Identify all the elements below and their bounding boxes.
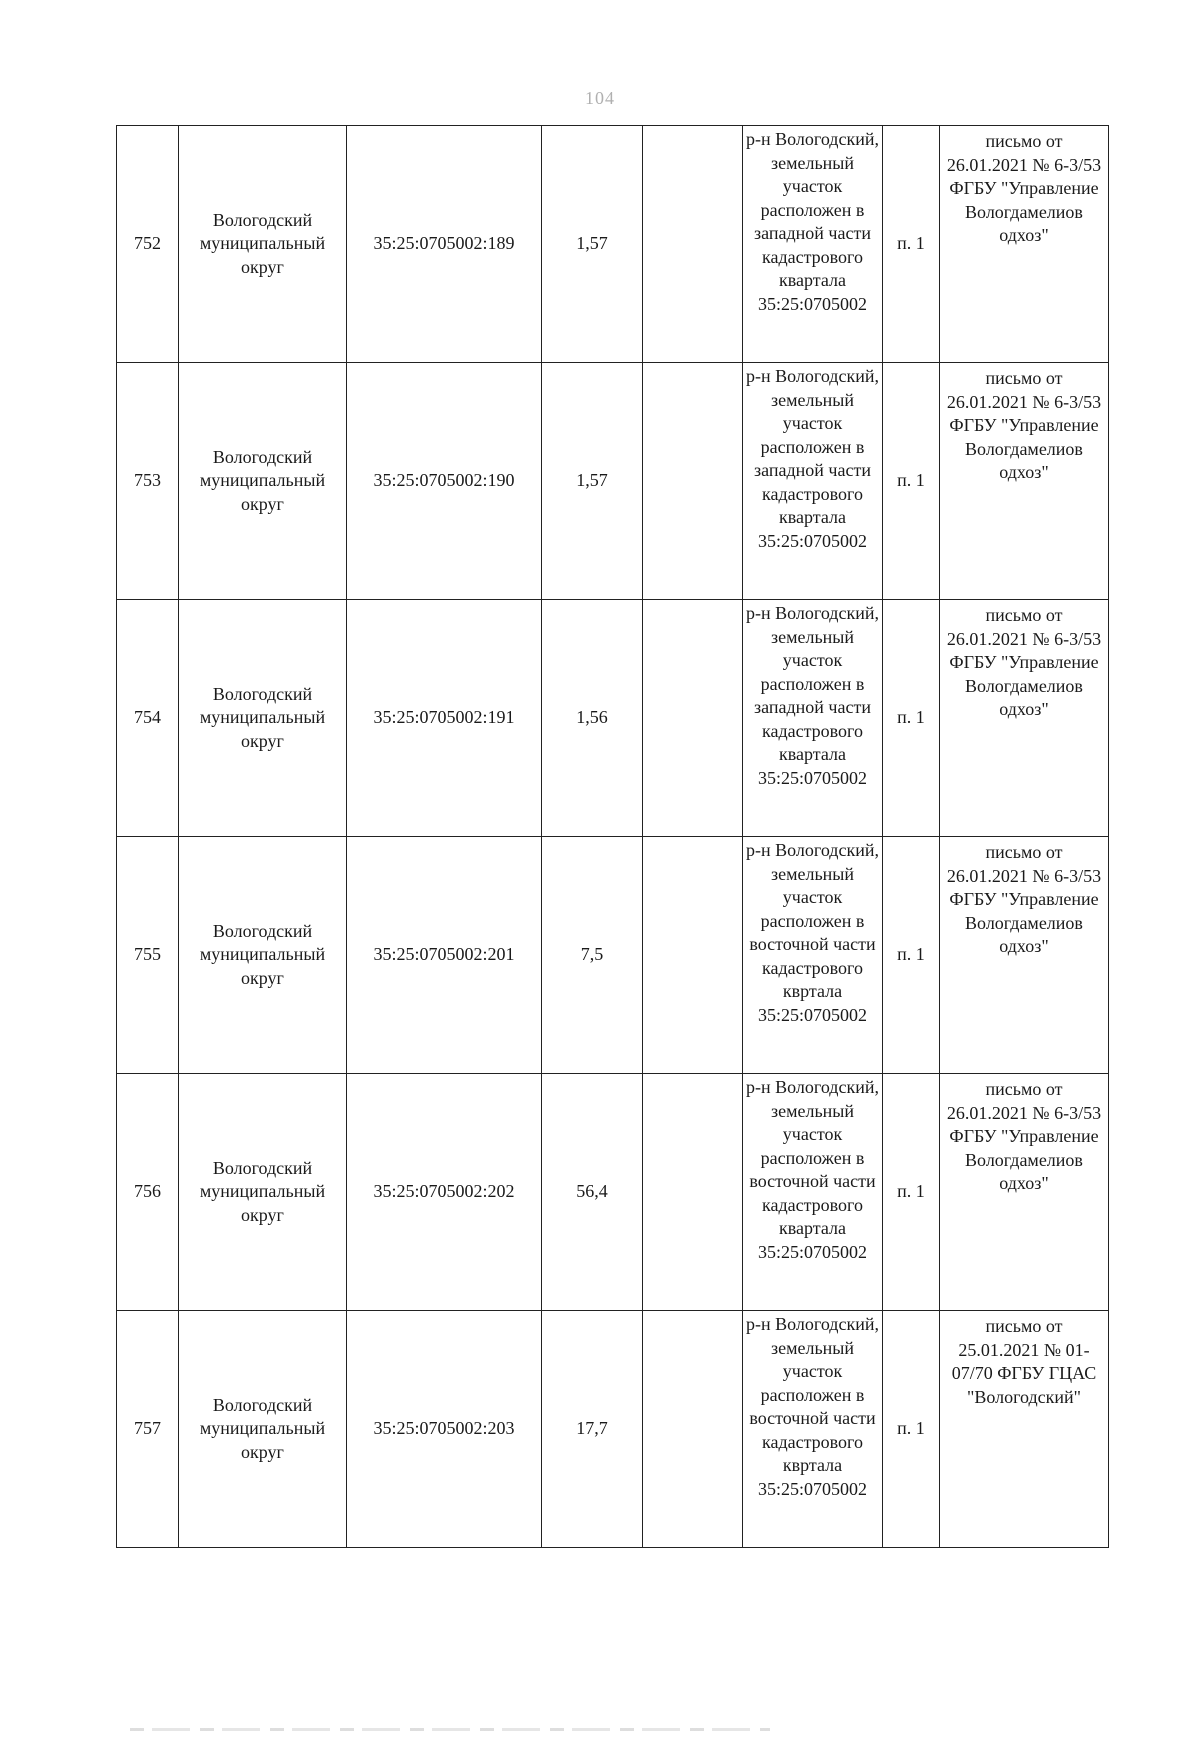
table-row [117,600,1109,837]
cadastral-number-cell: 35:25:0705002:189 [347,126,542,363]
area-cell: 7,5 [542,837,643,1074]
empty-cell [643,1311,743,1548]
table-row [117,1311,1109,1548]
cadastral-number-cell: 35:25:0705002:190 [347,363,542,600]
clause-cell: п. 1 [883,600,940,837]
table-row [117,126,1109,363]
cadastral-number-cell: 35:25:0705002:203 [347,1311,542,1548]
row-number: 754 [117,600,179,837]
row-number: 752 [117,126,179,363]
clause-cell: п. 1 [883,1311,940,1548]
municipality-cell: Вологодский муниципальный округ [179,1074,347,1311]
empty-cell [643,126,743,363]
source-cell: письмо от 25.01.2021 № 01-07/70 ФГБУ ГЦАС "Вологодский" [940,1311,1109,1548]
municipality-cell: Вологодский муниципальный округ [179,837,347,1074]
location-cell: р-н Вологодский, земельный участок расположен в западной части кадастрового квартала 35:25:0705002 [743,600,883,837]
row-number: 753 [117,363,179,600]
row-number: 755 [117,837,179,1074]
clause-cell: п. 1 [883,363,940,600]
location-cell: р-н Вологодский, земельный участок расположен в восточной части кадастрового квртала 35:25:0705002 [743,837,883,1074]
municipality-cell: Вологодский муниципальный округ [179,1311,347,1548]
table-row [117,837,1109,1074]
row-number: 756 [117,1074,179,1311]
municipality-cell: Вологодский муниципальный округ [179,363,347,600]
empty-cell [643,363,743,600]
empty-cell [643,600,743,837]
municipality-cell: Вологодский муниципальный округ [179,600,347,837]
source-cell: письмо от 26.01.2021 № 6-3/53 ФГБУ "Управление Вологдамелиов одхоз" [940,126,1109,363]
source-cell: письмо от 26.01.2021 № 6-3/53 ФГБУ "Управление Вологдамелиов одхоз" [940,837,1109,1074]
land-plots-table [116,125,1109,1548]
row-number: 757 [117,1311,179,1548]
empty-cell [643,1074,743,1311]
location-cell: р-н Вологодский, земельный участок расположен в западной части кадастрового квартала 35:25:0705002 [743,363,883,600]
clause-cell: п. 1 [883,126,940,363]
source-cell: письмо от 26.01.2021 № 6-3/53 ФГБУ "Управление Вологдамелиов одхоз" [940,600,1109,837]
location-cell: р-н Вологодский, земельный участок расположен в восточной части кадастрового квртала 35:25:0705002 [743,1311,883,1548]
table-row [117,363,1109,600]
clause-cell: п. 1 [883,837,940,1074]
page-number: 104 [585,88,615,108]
cadastral-number-cell: 35:25:0705002:201 [347,837,542,1074]
cadastral-number-cell: 35:25:0705002:191 [347,600,542,837]
source-cell: письмо от 26.01.2021 № 6-3/53 ФГБУ "Управление Вологдамелиов одхоз" [940,1074,1109,1311]
area-cell: 1,57 [542,363,643,600]
empty-cell [643,837,743,1074]
clause-cell: п. 1 [883,1074,940,1311]
scan-artifact [130,1728,770,1731]
area-cell: 1,57 [542,126,643,363]
location-cell: р-н Вологодский, земельный участок расположен в западной части кадастрового квартала 35:25:0705002 [743,126,883,363]
municipality-cell: Вологодский муниципальный округ [179,126,347,363]
source-cell: письмо от 26.01.2021 № 6-3/53 ФГБУ "Управление Вологдамелиов одхоз" [940,363,1109,600]
area-cell: 17,7 [542,1311,643,1548]
location-cell: р-н Вологодский, земельный участок расположен в восточной части кадастрового квартала 35:25:0705002 [743,1074,883,1311]
area-cell: 56,4 [542,1074,643,1311]
table-row [117,1074,1109,1311]
cadastral-number-cell: 35:25:0705002:202 [347,1074,542,1311]
area-cell: 1,56 [542,600,643,837]
